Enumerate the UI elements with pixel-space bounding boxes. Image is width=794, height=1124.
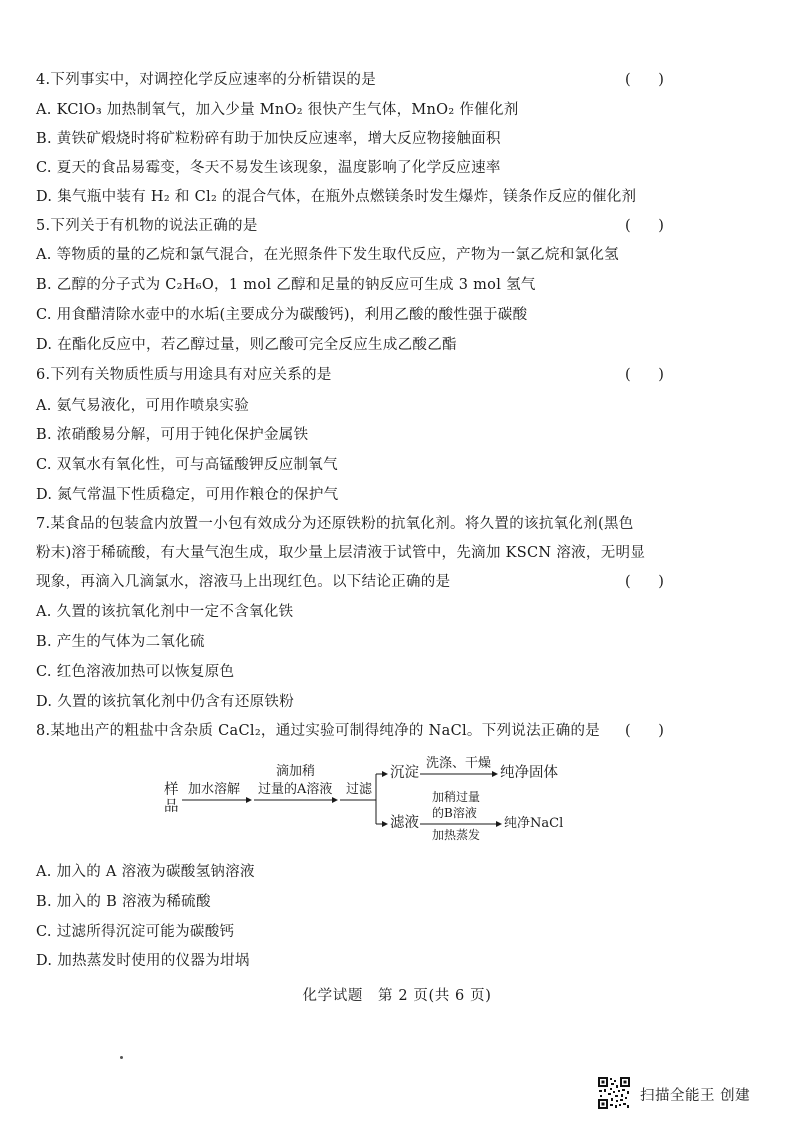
- q4-option-a: A. KClO₃ 加热制氧气，加入少量 MnO₂ 很快产生气体，MnO₂ 作催化剂: [36, 102, 519, 118]
- q7-stem-line-2: 粉末)溶于稀硫酸，有大量气泡生成，取少量上层清液于试管中，先滴加 KSCN 溶液，无明显: [36, 545, 646, 561]
- flow-sample-label-2: 品: [164, 799, 179, 815]
- q4-option-d: D. 集气瓶中装有 H₂ 和 Cl₂ 的混合气体，在瓶外点燃镁条时发生爆炸，镁条作反应的催化剂: [36, 189, 637, 205]
- q6-option-b: B. 浓硝酸易分解，可用于钝化保护金属铁: [36, 427, 309, 443]
- q5-option-c: C. 用食醋清除水壶中的水垢(主要成分为碳酸钙)，利用乙酸的酸性强于碳酸: [36, 307, 528, 323]
- q8-option-a: A. 加入的 A 溶液为碳酸氢钠溶液: [36, 864, 255, 880]
- q7-answer-paren: ( ): [625, 574, 664, 590]
- q6-option-d: D. 氮气常温下性质稳定，可用作粮仓的保护气: [36, 487, 339, 503]
- q8-option-b: B. 加入的 B 溶液为稀硫酸: [36, 894, 211, 910]
- page-footer-title: 化学试题 第 2 页(共 6 页): [302, 988, 492, 1004]
- q6-option-a: A. 氨气易液化，可用作喷泉实验: [36, 398, 249, 414]
- scanner-watermark-brand: 扫描全能王 创建: [640, 1088, 751, 1104]
- q7-option-a: A. 久置的该抗氧化剂中一定不含氧化铁: [36, 604, 294, 620]
- q4-answer-paren: ( ): [625, 72, 664, 88]
- q5-option-b: B. 乙醇的分子式为 C₂H₆O，1 mol 乙醇和足量的钠反应可生成 3 mol 氢气: [36, 277, 536, 293]
- q7-option-d: D. 久置的该抗氧化剂中仍含有还原铁粉: [36, 694, 295, 710]
- flow-sample-label-1: 样: [164, 782, 179, 798]
- scan-speck: [120, 1056, 123, 1059]
- flow-step-add-a-bottom: 过量的A溶液: [258, 782, 333, 797]
- q5-option-a: A. 等物质的量的乙烷和氯气混合，在光照条件下发生取代反应，产物为一氯乙烷和氯化氢: [36, 247, 619, 263]
- qr-code-icon: [597, 1076, 631, 1110]
- q5-stem: 5.下列关于有机物的说法正确的是: [36, 218, 258, 234]
- flow-precipitate: 沉淀: [390, 765, 419, 781]
- salt-purification-flowchart: [150, 752, 580, 848]
- q5-answer-paren: ( ): [625, 218, 664, 234]
- q7-stem-line-1: 7.某食品的包装盒内放置一小包有效成分为还原铁粉的抗氧化剂。将久置的该抗氧化剂(黑色: [36, 516, 634, 532]
- flow-pure-nacl: 纯净NaCl: [504, 816, 564, 831]
- q4-option-b: B. 黄铁矿煅烧时将矿粒粉碎有助于加快反应速率，增大反应物接触面积: [36, 131, 501, 147]
- flow-step-filter: 过滤: [346, 782, 373, 797]
- flow-step-dissolve: 加水溶解: [188, 782, 241, 797]
- flow-add-b-line-1: 加稍过量: [432, 790, 481, 804]
- q6-answer-paren: ( ): [625, 367, 664, 383]
- q7-option-c: C. 红色溶液加热可以恢复原色: [36, 664, 235, 680]
- flow-step-add-a-top: 滴加稍: [276, 764, 316, 779]
- q8-option-d: D. 加热蒸发时使用的仪器为坩埚: [36, 953, 250, 969]
- q8-answer-paren: ( ): [625, 723, 664, 739]
- qr-code-graphic: [597, 1076, 631, 1110]
- q7-stem-line-3: 现象，再滴入几滴氯水，溶液马上出现红色。以下结论正确的是: [36, 574, 451, 590]
- flow-pure-solid: 纯净固体: [500, 765, 558, 781]
- q6-option-c: C. 双氧水有氧化性，可与高锰酸钾反应制氧气: [36, 457, 338, 473]
- flow-wash-dry: 洗涤、干燥: [426, 756, 492, 771]
- q8-stem: 8.某地出产的粗盐中含杂质 CaCl₂，通过实验可制得纯净的 NaCl。下列说法正确的是: [36, 723, 601, 739]
- q4-stem: 4.下列事实中，对调控化学反应速率的分析错误的是: [36, 72, 377, 88]
- flow-add-b-line-2: 的B溶液: [432, 806, 477, 820]
- q7-option-b: B. 产生的气体为二氧化硫: [36, 634, 205, 650]
- q6-stem: 6.下列有关物质性质与用途具有对应关系的是: [36, 367, 332, 383]
- flow-filtrate: 滤液: [390, 815, 419, 831]
- q4-option-c: C. 夏天的食品易霉变，冬天不易发生该现象，温度影响了化学反应速率: [36, 160, 501, 176]
- q8-option-c: C. 过滤所得沉淀可能为碳酸钙: [36, 924, 235, 940]
- q5-option-d: D. 在酯化反应中，若乙醇过量，则乙酸可完全反应生成乙酸乙酯: [36, 337, 457, 353]
- flow-evaporate: 加热蒸发: [432, 828, 481, 842]
